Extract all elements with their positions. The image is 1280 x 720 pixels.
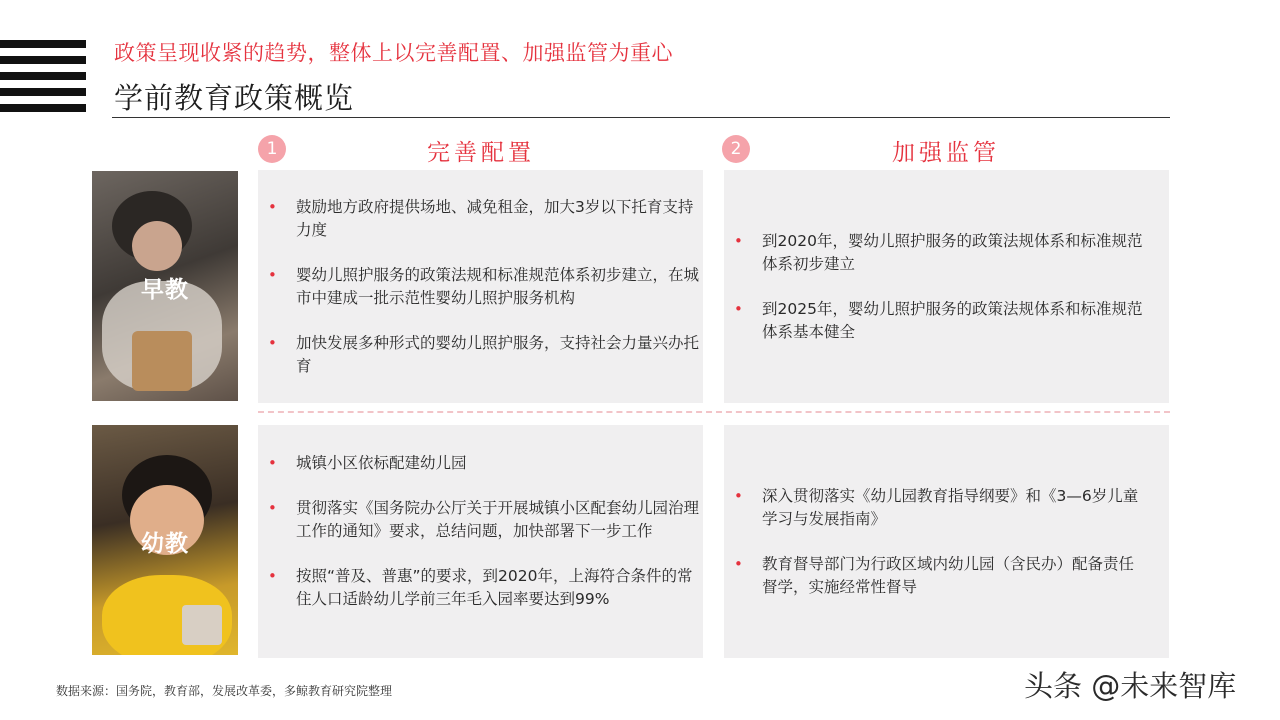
bullet-icon: • — [734, 555, 743, 573]
list-item: • 城镇小区依标配建幼儿园 — [258, 452, 703, 475]
list-item: • 到2025年，婴幼儿照护服务的政策法规体系和标准规范体系基本健全 — [734, 300, 1143, 341]
page-title: 学前教育政策概览 — [114, 81, 355, 115]
page-subtitle: 政策呈现收紧的趋势，整体上以完善配置、加强监管为重心 — [114, 41, 673, 65]
column-header-2 — [722, 134, 1170, 166]
bullet-icon: • — [734, 232, 743, 250]
row-label: 早教 — [141, 277, 189, 303]
bullet-icon: • — [268, 266, 277, 284]
column-title: 完善配置 — [427, 140, 535, 166]
kindergarten-improve-card — [258, 425, 703, 658]
row-divider — [258, 411, 1170, 413]
list-item: • 到2020年，婴幼儿照护服务的政策法规体系和标准规范体系初步建立 — [734, 232, 1143, 273]
data-source-note: 数据来源：国务院，教育部，发展改革委，多鲸教育研究院整理 — [56, 684, 393, 698]
title-divider — [112, 117, 1170, 118]
bullet-icon: • — [268, 454, 277, 472]
list-item: • 贯彻落实《国务院办公厅关于开展城镇小区配套幼儿园治理工作的通知》要求，总结问题，加快部署下一步工作 — [268, 499, 700, 540]
early-education-improve-card — [258, 170, 703, 403]
kindergarten-supervision-card — [724, 425, 1169, 658]
bullet-icon: • — [734, 487, 743, 505]
column-number-badge: 1 — [258, 135, 286, 163]
bullet-icon: • — [268, 334, 277, 352]
watermark: 头条 @未来智库 — [1024, 669, 1237, 703]
list-item: • 婴幼儿照护服务的政策法规和标准规范体系初步建立，在城市中建成一批示范性婴幼儿照护服务机构 — [268, 266, 700, 307]
kindergarten-photo — [92, 425, 238, 655]
header-stripes-decoration — [0, 40, 86, 120]
list-item: • 教育督导部门为行政区域内幼儿园（含民办）配备责任督学，实施经常性督导 — [734, 555, 1135, 596]
early-education-supervision-card — [724, 170, 1169, 403]
bullet-icon: • — [268, 567, 277, 585]
list-item: • 鼓励地方政府提供场地、减免租金，加大3岁以下托育支持力度 — [268, 198, 694, 239]
list-item: • 按照“普及、普惠”的要求，到2020年，上海符合条件的常住人口适龄幼儿学前三年毛入园率要达到99% — [268, 567, 693, 608]
column-title: 加强监管 — [892, 140, 1000, 166]
list-item: • 加快发展多种形式的婴幼儿照护服务，支持社会力量兴办托育 — [268, 334, 700, 375]
bullet-icon: • — [268, 198, 277, 216]
column-header-1 — [258, 134, 704, 166]
bullet-icon: • — [268, 499, 277, 517]
row-label: 幼教 — [141, 531, 189, 557]
list-item: • 深入贯彻落实《幼儿园教育指导纲要》和《3—6岁儿童学习与发展指南》 — [734, 487, 1139, 528]
bullet-icon: • — [734, 300, 743, 318]
column-number-badge: 2 — [722, 135, 750, 163]
early-education-photo — [92, 171, 238, 401]
